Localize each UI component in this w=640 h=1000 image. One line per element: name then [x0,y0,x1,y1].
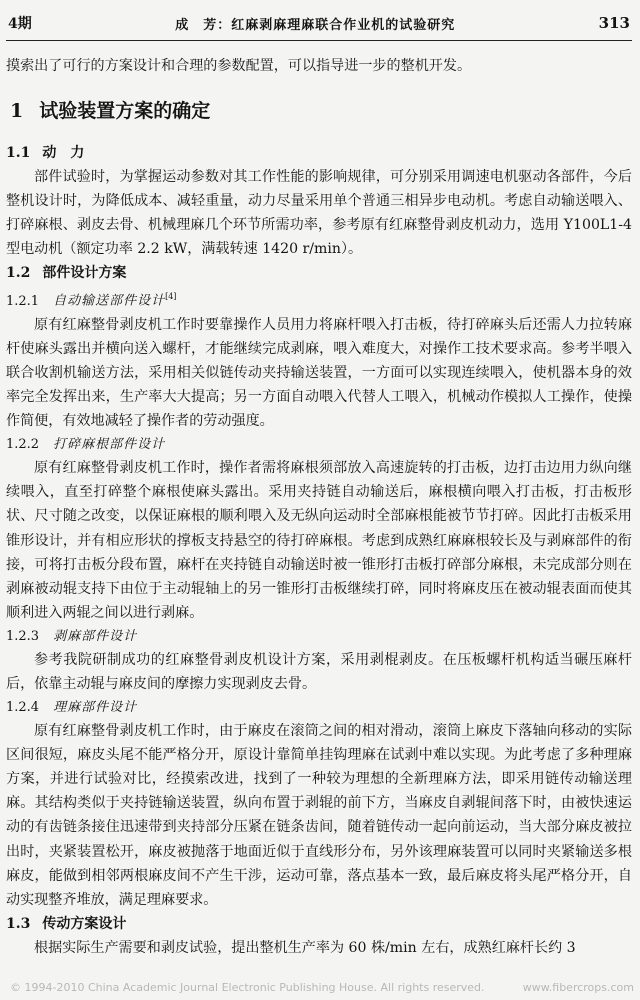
subsubsection-title: 剥麻部件设计 [53,628,138,644]
subsubsection-1-2-1-heading [6,285,632,312]
subsection-1-2-heading [6,261,632,285]
subsubsection-title: 理麻部件设计 [53,700,138,716]
subsection-number: 1.3 [6,915,31,932]
paragraph-1-2-1: 原有红麻整骨剥皮机工作时要靠操作人员用力将麻杆喂入打击板，待打碎麻头后还需人力拉转麻杆使麻头露出并横向送入螺杆，才能继续完成剥麻，喂入难度大，对操作工技术要求高。参考半喂入联合收割机输送方法，采用相关似链传动夹持输送装置，一方面可以实现连续喂入，使机器本身的效率完全发挥出来，生产率大大提高；另一方面自动喂入代替人工喂入，机械动作模拟人工操作，使操作简便，有效地减轻了操作者的劳动强度。 [6,316,632,430]
subsection-number: 1.1 [6,145,31,162]
paragraph-1-2-4: 原有红麻整骨剥皮机工作时，由于麻皮在滚筒之间的相对滑动，滚筒上麻皮下落轴向移动的实际区间很短，麻皮头尾不能严格分开，原设计靠简单挂钩理麻在试剥中难以实现。为此考虑了多种理麻方案，并进行试验对比，经摸索改进，找到了一种较为理想的全新理麻方法，即采用链传动输送理麻。其结构类似于夹持链输送装置，纵向布置于剥辊的前下方，当麻皮自剥辊间落下时，由被快速运动的有齿链条接住迅速带到夹持部分压紧在链条齿间，随着链传动一起向前运动，当大部分麻皮被拉出时，夹紧装置松开，麻皮被抛落于地面近似于直线形分布，另外该理麻装置可以同时夹紧输送多根麻皮，能做到相邻两根麻皮间不产生干涉，运动可靠，落点基本一致，最后麻皮将头尾严格分开，自动实现整齐堆放，满足理麻要求。 [6,723,632,908]
subsection-number: 1.2 [6,265,31,282]
subsubsection-number: 1.2.4 [6,700,40,716]
paragraph-1-1: 部件试验时，为掌握运动参数对其工作性能的影响规律，可分别采用调速电机驱动各部件，今后整机设计时，为降低成本、减轻重量，动力尽量采用单个普通三相异步电动机。考虑自动输送喂入、打碎麻根、剥皮去骨、机械理麻几个环节所需功率，参考原有红麻整骨剥皮机动力，选用 Y100L1-4 型电动机（额定功率 2.2 kW，满载转速 1420 r/min）。 [6,169,632,258]
copyright-footer [10,981,634,994]
subsubsection-number: 1.2.1 [6,293,40,309]
running-title: 成 芳：红麻剥麻理麻联合作业机的试验研究 [175,17,456,33]
subsection-title: 部件设计方案 [42,265,127,282]
subsubsection-1-2-4-heading [6,696,632,719]
subsection-1-1-heading [6,141,632,165]
section-number: 1 [10,100,24,123]
reference-marker: [4] [165,292,177,302]
subsection-title: 动 力 [42,145,85,162]
subsection-title: 传动方案设计 [42,915,127,932]
issue-label: 4期 [8,16,32,32]
page-number: 313 [598,14,630,32]
copyright-notice: © 1994-2010 China Academic Journal Electronic Publishing House. All rights reserved. [10,981,485,994]
intro-paragraph: 摸索出了可行的方案设计和合理的参数配置，可以指导进一步的整机开发。 [6,58,472,74]
subsubsection-number: 1.2.2 [6,437,40,453]
subsubsection-1-2-2-heading [6,433,632,456]
watermark-url: www.fibercrops.com [522,981,634,994]
paragraph-1-3: 根据实际生产需要和剥皮试验，提出整机生产率为 60 株/min 左右，成熟红麻杆长约 3 [34,939,576,956]
paragraph-1-2-3: 参考我院研制成功的红麻整骨剥皮机设计方案，采用剥棍剥皮。在压板螺杆机构适当碾压麻杆后，依靠主动辊与麻皮间的摩擦力实现剥皮去骨。 [6,651,632,693]
article-body [6,54,632,960]
section-1-heading [10,96,632,123]
subsubsection-title: 自动输送部件设计 [53,293,166,309]
subsubsection-number: 1.2.3 [6,628,40,644]
subsubsection-1-2-3-heading [6,625,632,648]
section-title: 试验装置方案的确定 [39,100,211,123]
subsubsection-title: 打碎麻根部件设计 [53,437,166,453]
header-rule [6,40,632,41]
subsection-1-3-heading [6,912,632,936]
running-header [8,10,630,36]
paragraph-1-2-2: 原有红麻整骨剥皮机工作时，操作者需将麻根须部放入高速旋转的打击板，边打击边用力纵向继续喂入，直至打碎整个麻根使麻头露出。采用夹持链自动输送后，麻根横向喂入打击板，打击板形状、尺寸随之改变，以保证麻根的顺利喂入及无纵向运动时全部麻根能被节节打碎。因此打击板采用锥形设计，并有相应形状的撑板支持悬空的待打碎麻根。考虑到成熟红麻麻根较长及与剥麻部件的衔接，可将打击板分段布置，麻杆在夹持链自动输送时被一锥形打击板打碎部分麻根，未完成部分则在剥麻被动辊支持下由位于主动辊轴上的另一锥形打击板继续打碎，同时将麻皮压在被动辊表面而使其顺利进入两辊之间以进行剥麻。 [6,460,632,621]
